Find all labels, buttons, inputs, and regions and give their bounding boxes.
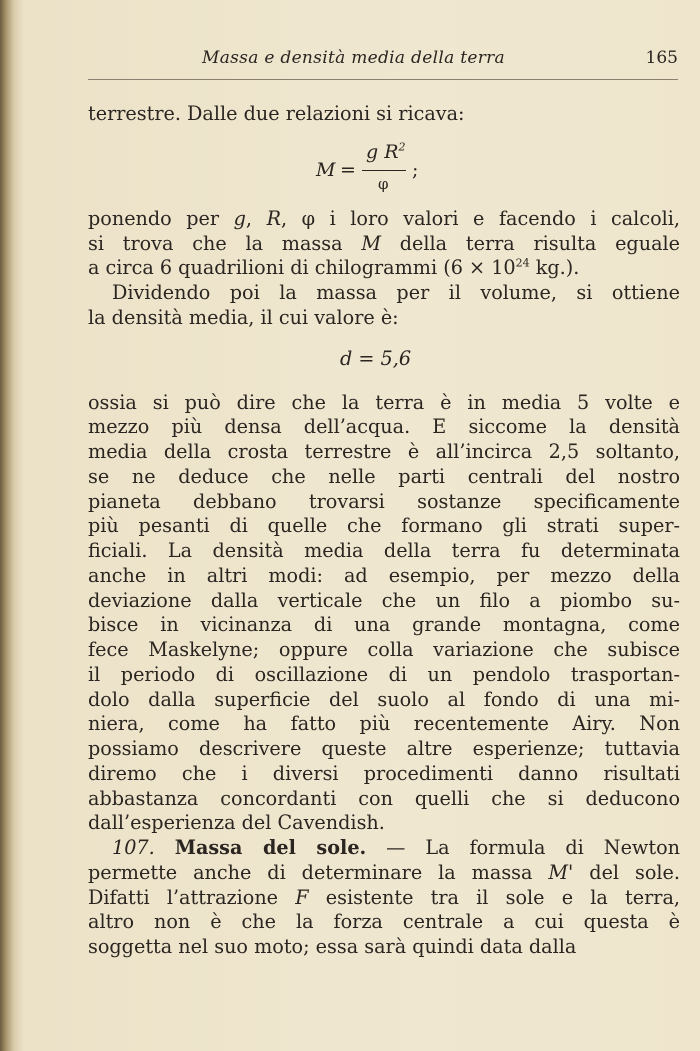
text-line: più pesanti di quelle che formano gli strati super- xyxy=(88,514,680,538)
text-line: ponendo per g, R, φ i loro valori e facendo i calcoli, xyxy=(88,206,680,230)
text-line: possiamo descrivere queste altre esperienze; tuttavia xyxy=(88,737,680,760)
page-number: 165 xyxy=(645,48,678,68)
fraction-bar xyxy=(362,170,406,171)
text-line: dolo dalla superficie del suolo al fondo di una mi- xyxy=(88,687,680,711)
text-line: altro non è che la forza centrale a cui questa è xyxy=(88,910,680,934)
text-line: ossia si può dire che la terra è in media 5 volte e xyxy=(88,390,680,414)
formula-lhs: M xyxy=(316,158,336,181)
text-line: Difatti l’attrazione F esistente tra il sole e la terra, xyxy=(88,885,680,909)
text-line: terrestre. Dalle due relazioni si ricava: xyxy=(88,102,465,125)
text-line: bisce in vicinanza di una grande montagna, come xyxy=(88,613,680,637)
text-line: media della crosta terrestre è all’incirca 2,5 soltanto, xyxy=(88,440,680,463)
text-line: permette anche di determinare la massa M' del sole. xyxy=(88,860,680,884)
text-line: a circa 6 quadrilioni di chilogrammi ($6 \times 10^{24}$ kg.). xyxy=(88,256,580,280)
text-line: deviazione dalla verticale che un filo a piombo su- xyxy=(88,588,680,612)
formula-density: d = 5,6 xyxy=(340,346,412,370)
text-line: ficiali. La densità media della terra fu determinata xyxy=(88,539,680,562)
paragraph-4 xyxy=(88,391,680,837)
text-line: il periodo di oscillazione di un pendolo trasportan- xyxy=(88,662,680,686)
paragraph-3 xyxy=(88,281,680,331)
paragraph-5 xyxy=(88,836,680,960)
running-title: Massa e densità media della terra xyxy=(202,48,505,68)
running-header xyxy=(88,48,678,74)
text-line: soggetta nel suo moto; essa sarà quindi data dalla xyxy=(88,935,577,958)
text-line: se ne deduce che nelle parti centrali del nostro xyxy=(88,464,680,488)
text-line: si trova che la massa M della terra risulta eguale xyxy=(88,231,680,255)
formula-denominator: φ xyxy=(378,174,389,193)
text-line: pianeta debbano trovarsi sostanze specificamente xyxy=(88,489,680,513)
page-body xyxy=(88,102,680,960)
formula-mass xyxy=(88,127,680,207)
text-line: anche in altri modi: ad esempio, per mezzo della xyxy=(88,563,680,587)
text-line: 107. Massa del sole. — La formula di Newton xyxy=(112,836,680,859)
formula-punct: ; xyxy=(412,158,419,181)
paragraph-2 xyxy=(88,207,680,281)
formula-numerator: g $R^2$ xyxy=(366,140,406,163)
text-line: Dividendo poi la massa per il volume, si ottiene xyxy=(112,281,680,304)
text-line: abbastanza concordanti con quelli che si deducono xyxy=(88,786,680,810)
text-line: dall’esperienza del Cavendish. xyxy=(88,811,385,835)
text-line: niera, come ha fatto più recentemente Airy. Non xyxy=(88,712,680,736)
text-line: mezzo più densa dell’acqua. E siccome la densità xyxy=(88,415,680,439)
header-rule xyxy=(88,79,678,80)
formula-equals: = xyxy=(340,158,356,181)
text-line: fece Maskelyne; oppure colla variazione che subisce xyxy=(88,638,680,661)
text-line: diremo che i diversi procedimenti danno risultati xyxy=(88,761,680,785)
paragraph-1 xyxy=(88,102,680,127)
text-line: la densità media, il cui valore è: xyxy=(88,305,399,329)
